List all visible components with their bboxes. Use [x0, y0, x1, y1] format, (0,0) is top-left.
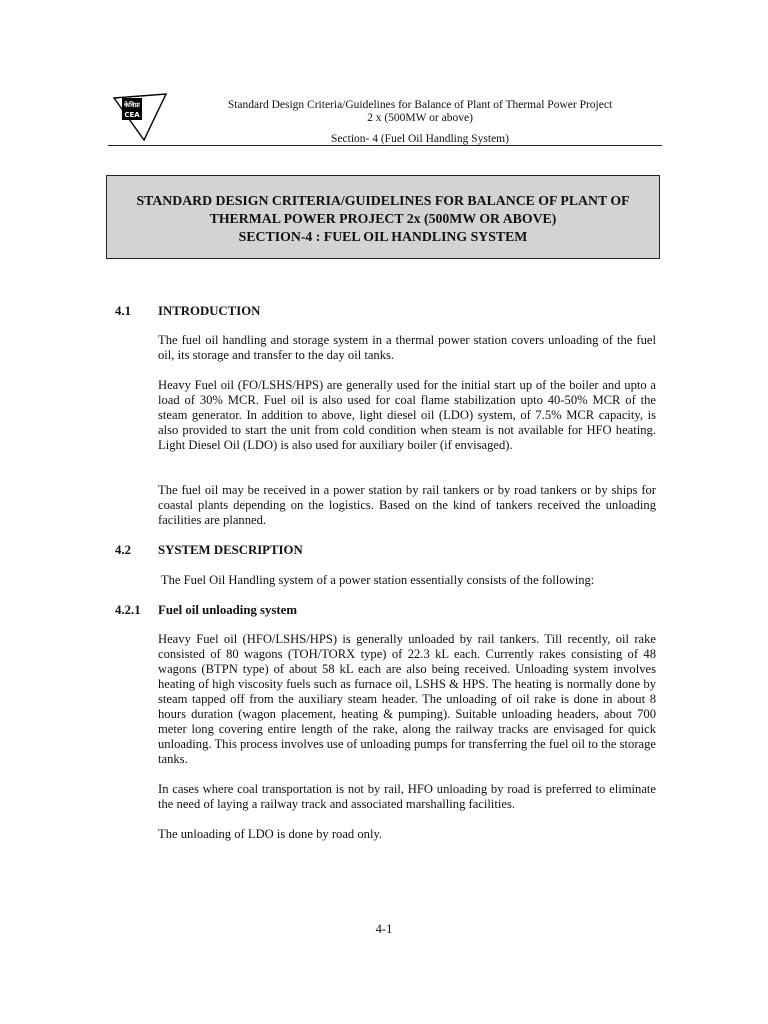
- intro-paragraph-3: The fuel oil may be received in a power station by rail tankers or by road tankers or by ships for coastal plants depending on the logistics. Based on the kind of tankers received the unloading facilities are planned.: [158, 483, 656, 527]
- header-line-2: 2 x (500MW or above): [367, 112, 473, 124]
- intro-paragraph-2: Heavy Fuel oil (FO/LSHS/HPS) are generally used for the initial start up of the boiler and upto a load of 30% MCR. Fuel oil is also used for coal flame stabilization upto 40-50% MCR of the steam generator. In addition to above, light diesel oil (LDO) system, of 7.5% MCR capacity, is also provided to start the unit from cold condition when steam is not available for HFO heating. Light Diesel Oil (LDO) is also used for auxiliary boiler (if envisaged).: [158, 378, 656, 452]
- title-line-1: STANDARD DESIGN CRITERIA/GUIDELINES FOR BALANCE OF PLANT OF: [136, 193, 630, 208]
- logo-text-top: केविप्रा: [124, 101, 140, 109]
- section-title-introduction: INTRODUCTION: [158, 304, 261, 318]
- title-line-3: SECTION-4 : FUEL OIL HANDLING SYSTEM: [238, 229, 528, 244]
- intro-paragraph-1: The fuel oil handling and storage system in a thermal power station covers unloading of the fuel oil, its storage and transfer to the day oil tanks.: [158, 333, 656, 362]
- section-title-fuel-oil-unloading: Fuel oil unloading system: [158, 603, 298, 617]
- header-line-3: Section- 4 (Fuel Oil Handling System): [331, 133, 509, 145]
- section-number-4-1: 4.1: [115, 304, 131, 318]
- document-title-box: [106, 175, 660, 259]
- section-number-4-2: 4.2: [115, 543, 131, 557]
- page-number: 4-1: [375, 922, 393, 936]
- logo-text-bottom: CEA: [124, 111, 140, 119]
- section-number-4-2-1: 4.2.1: [115, 603, 141, 617]
- unloading-paragraph-3: The unloading of LDO is done by road only.: [158, 827, 383, 841]
- title-line-2: THERMAL POWER PROJECT 2x (500MW OR ABOVE): [209, 211, 557, 226]
- unloading-paragraph-1: Heavy Fuel oil (HFO/LSHS/HPS) is generally unloaded by rail tankers. Till recently, oil rake consisted of 80 wagons (TOH/TORX type) of 22.3 kL each. Currently rakes consisting of 48 wagons (BTPN type) of about 58 kL each are also being received. Unloading system involves heating of high viscosity fuels such as furnace oil, LSHS & HPS. The heating is normally done by steam tapped off from the auxiliary steam header. The unloading of oil rake is done in about 8 hours duration (wagon placement, heating & pumping). Suitable unloading headers, about 700 meter long covering entire length of the rake, along the railway tracks are envisaged for quick unloading. This process involves use of unloading pumps for transferring the fuel oil to the storage tanks.: [158, 632, 656, 766]
- unloading-paragraph-2: In cases where coal transportation is not by rail, HFO unloading by road is preferred to eliminate the need of laying a railway track and associated marshalling facilities.: [158, 782, 656, 811]
- cea-logo: [108, 90, 170, 142]
- section-title-system-description: SYSTEM DESCRIPTION: [158, 543, 303, 557]
- header-rule: [108, 145, 662, 146]
- system-description-paragraph: The Fuel Oil Handling system of a power station essentially consists of the following:: [158, 573, 595, 587]
- header-line-1: Standard Design Criteria/Guidelines for Balance of Plant of Thermal Power Project: [227, 99, 613, 111]
